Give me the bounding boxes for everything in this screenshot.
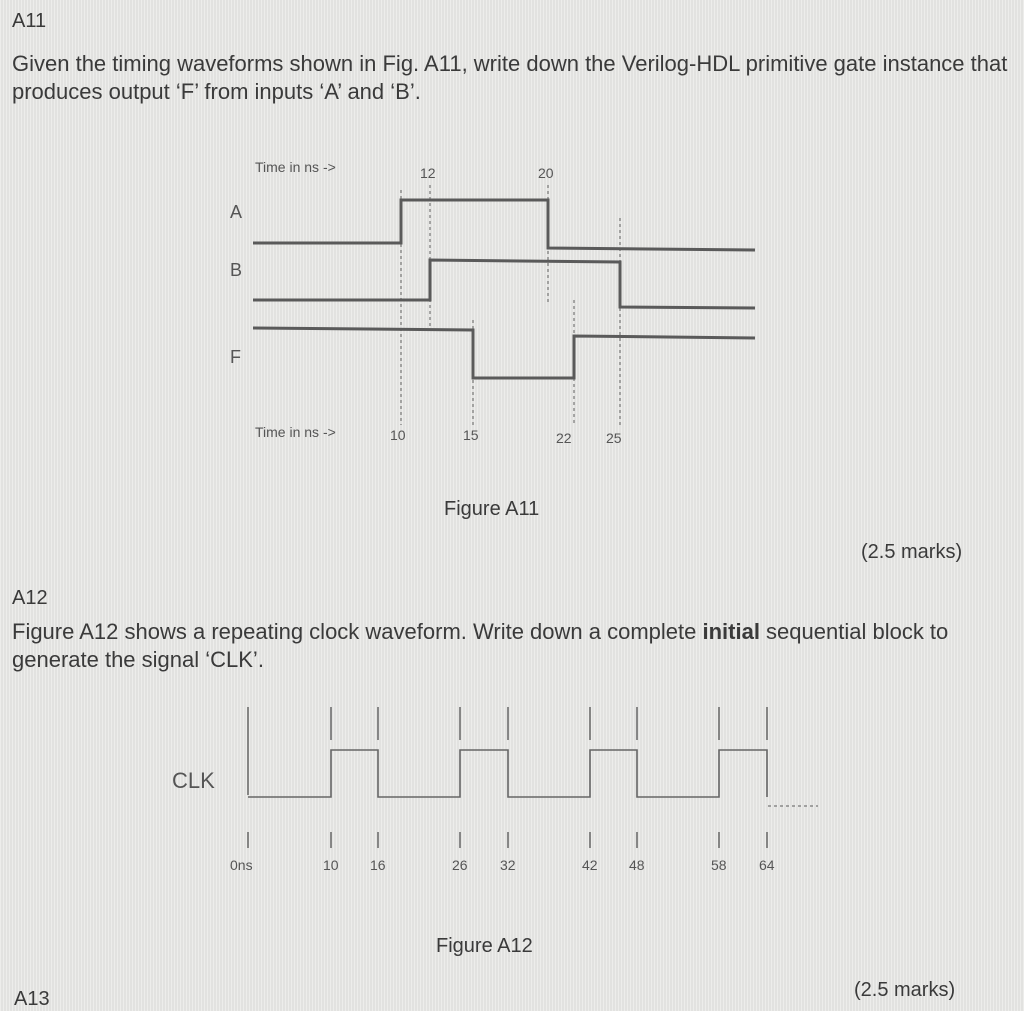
question-a12-text-post: sequential block to generate the signal ‘CLK’. — [12, 619, 949, 672]
question-a12-text-pre: Figure A12 shows a repeating clock waveform. Write down a complete — [12, 619, 703, 644]
clk-tick-label: 48 — [629, 857, 645, 873]
clk-tick-label: 26 — [452, 857, 468, 873]
a12-marks: (2.5 marks) — [854, 979, 956, 1001]
signal-label-f: F — [230, 347, 241, 367]
bottom-tick-15: 15 — [463, 427, 479, 443]
clk-tick-label: 32 — [500, 857, 516, 873]
bottom-tick-10: 10 — [390, 427, 406, 443]
clk-tick-label: 10 — [323, 857, 339, 873]
question-a12-text — [12, 618, 1012, 674]
top-tick-20: 20 — [538, 165, 554, 181]
waveform-f — [253, 328, 755, 378]
clk-tick-labels — [230, 857, 775, 873]
time-label-top: Time in ns -> — [255, 159, 336, 175]
figure-a11-caption: Figure A11 — [444, 498, 540, 520]
bottom-tick-22: 22 — [556, 430, 572, 446]
clk-tick-label: 64 — [759, 857, 775, 873]
question-a12-id: A12 — [12, 587, 48, 609]
clk-tick-label: 16 — [370, 857, 386, 873]
signal-label-a: A — [230, 202, 243, 222]
question-a11-id: A11 — [12, 10, 47, 32]
time-label-bottom: Time in ns -> — [255, 424, 336, 440]
figure-a12-caption: Figure A12 — [436, 935, 533, 957]
a11-marks: (2.5 marks) — [861, 541, 963, 563]
signal-label-clk: CLK — [172, 768, 215, 793]
question-a13-id: A13 — [14, 988, 50, 1010]
waveform-clk — [248, 750, 767, 797]
signal-label-b: B — [230, 260, 243, 280]
waveform-a — [253, 200, 755, 250]
top-tick-12: 12 — [420, 165, 436, 181]
question-a11-text: Given the timing waveforms shown in Fig. A11, write down the Verilog-HDL primitive gate instance that produces output ‘F’ from inputs ‘A’ and ‘B’. — [12, 51, 1008, 104]
question-a12-text-bold: initial — [702, 619, 760, 644]
waveform-b — [253, 260, 755, 308]
bottom-tick-25: 25 — [606, 430, 622, 446]
clk-tick-label: 42 — [582, 857, 598, 873]
clk-tick-label: 0ns — [230, 857, 253, 873]
clk-tick-label: 58 — [711, 857, 727, 873]
